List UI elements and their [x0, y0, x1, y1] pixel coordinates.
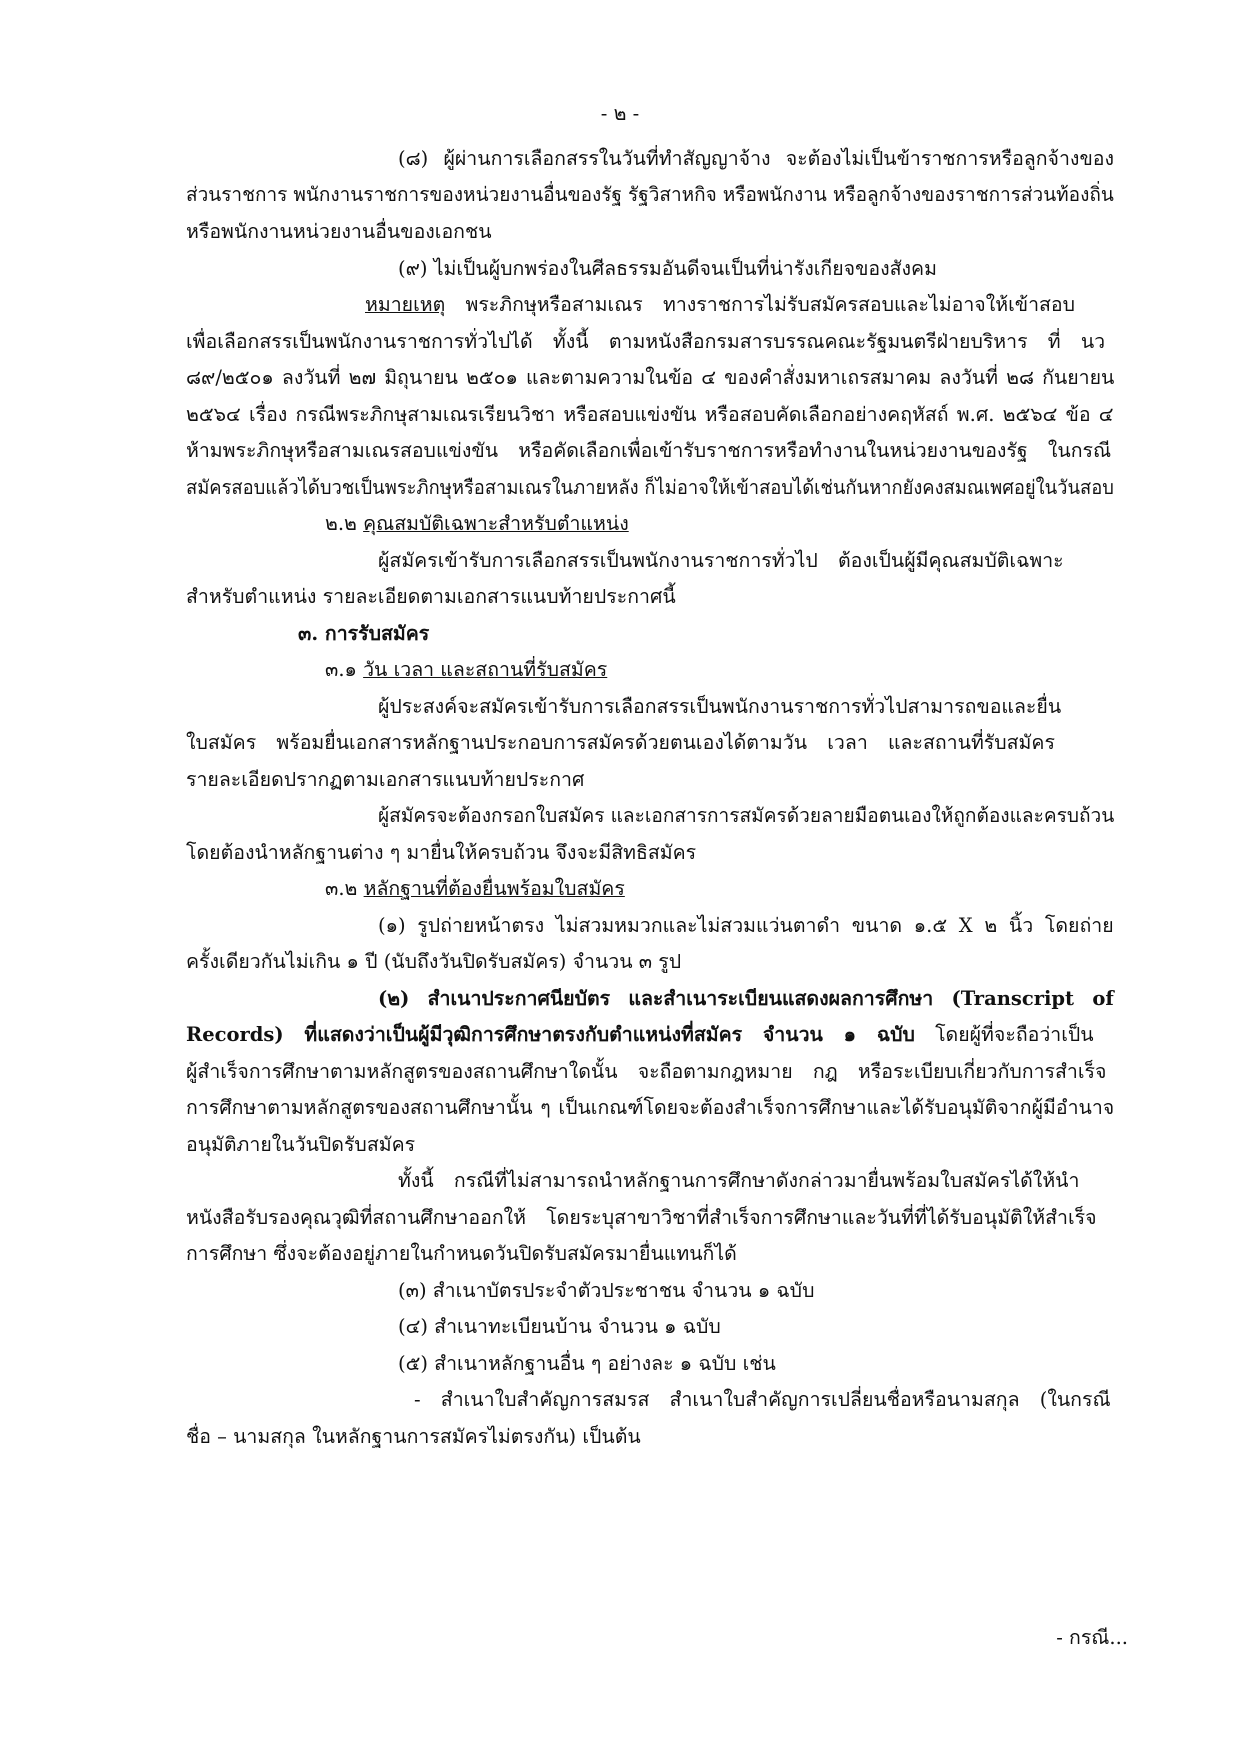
- line-text: - สำเนาใบสำคัญการสมรส สำเนาใบสำคัญการเปลี่ยนชื่อหรือนามสกุล (ในกรณี: [414, 1388, 1111, 1411]
- underlined-heading-text: คุณสมบัติเฉพาะสำหรับตำแหน่ง: [363, 512, 629, 535]
- line-text: การศึกษา ซึ่งจะต้องอยู่ภายในกำหนดวันปิดรับสมัครมายื่นแทนก็ได้: [186, 1242, 737, 1265]
- text-line: [365, 291, 1075, 319]
- text-line: [186, 474, 1114, 502]
- text-line: [186, 181, 1114, 209]
- text-line: [398, 1350, 776, 1378]
- line-text: ผู้สมัครเข้ารับการเลือกสรรเป็นพนักงานราชการทั่วไป ต้องเป็นผู้มีคุณสมบัติเฉพาะ: [378, 549, 1064, 572]
- line-text: (๑) รูปถ่ายหน้าตรง ไม่สวมหมวกและไม่สวมแว่นตาดำ ขนาด ๑.๕ X ๒ นิ้ว โดยถ่าย: [378, 914, 1114, 937]
- text-line: [186, 1058, 1106, 1086]
- line-text: ผู้สำเร็จการศึกษาตามหลักสูตรของสถานศึกษาใดนั้น จะถือตามกฎหมาย กฎ หรือระเบียบเกี่ยวกับการสำเร็จ: [186, 1060, 1107, 1083]
- text-line: [325, 510, 629, 538]
- line-text: (๔) สำเนาทะเบียนบ้าน จำนวน ๑ ฉบับ: [398, 1315, 721, 1338]
- text-line: [398, 1277, 814, 1305]
- bold-text: ๓. การรับสมัคร: [298, 622, 430, 645]
- text-line: [378, 802, 1114, 830]
- line-text: ๘๙/๒๕๐๑ ลงวันที่ ๒๗ มิถุนายน ๒๕๐๑ และตามความในข้อ ๔ ของคำสั่งมหาเถรสมาคม ลงวันที่ ๒๘ กันยายน: [186, 366, 1115, 389]
- bold-text: (๒) สำเนาประกาศนียบัตร และสำเนาระเบียนแสดงผลการศึกษา (Transcript of: [378, 987, 1114, 1010]
- line-text: เพื่อเลือกสรรเป็นพนักงานราชการทั่วไปได้ ทั้งนี้ ตามหนังสือกรมสารบรรณคณะรัฐมนตรีฝ่ายบริหาร ที่ นว: [186, 330, 1106, 353]
- underlined-heading-text: หลักฐานที่ต้องยื่นพร้อมใบสมัคร: [363, 877, 625, 900]
- text-line: [186, 839, 696, 867]
- line-text: ๓.๒: [325, 877, 364, 900]
- text-line: [298, 620, 429, 648]
- text-line: [186, 328, 1105, 356]
- text-line: [186, 1094, 1114, 1122]
- text-line: [186, 583, 676, 611]
- line-text: ใบสมัคร พร้อมยื่นเอกสารหลักฐานประกอบการสมัครด้วยตนเองได้ตามวัน เวลา และสถานที่รับสมัคร: [186, 731, 1055, 754]
- text-line: [414, 1386, 1111, 1414]
- line-text: พระภิกษุหรือสามเณร ทางราชการไม่รับสมัครสอบและไม่อาจให้เข้าสอบ: [445, 293, 1076, 316]
- line-text: (๘) ผู้ผ่านการเลือกสรรในวันที่ทำสัญญาจ้าง จะต้องไม่เป็นข้าราชการหรือลูกจ้างของ: [398, 147, 1115, 170]
- text-line: [398, 145, 1114, 173]
- line-text: ผู้ประสงค์จะสมัครเข้ารับการเลือกสรรเป็นพนักงานราชการทั่วไปสามารถขอและยื่น: [378, 695, 1062, 718]
- line-text: หรือพนักงานหน่วยงานอื่นของเอกชน: [186, 220, 492, 243]
- text-line: [325, 875, 625, 903]
- text-line: [186, 1423, 641, 1451]
- line-text: ครั้งเดียวกันไม่เกิน ๑ ปี (นับถึงวันปิดรับสมัคร) จำนวน ๓ รูป: [186, 950, 682, 973]
- text-line: [186, 401, 1114, 429]
- line-text: ชื่อ – นามสกุล ในหลักฐานการสมัครไม่ตรงกัน) เป็นต้น: [186, 1425, 641, 1448]
- line-text: อนุมัติภายในวันปิดรับสมัคร: [186, 1133, 416, 1156]
- line-text: รายละเอียดปรากฏตามเอกสารแนบท้ายประกาศ: [186, 768, 585, 791]
- line-text: ๓.๑: [325, 658, 364, 681]
- line-text: ห้ามพระภิกษุหรือสามเณรสอบแข่งขัน หรือคัดเลือกเพื่อเข้ารับราชการหรือทำงานในหน่วยงานของรัฐ ในกรณี: [186, 439, 1112, 462]
- line-text: ส่วนราชการ พนักงานราชการของหน่วยงานอื่นของรัฐ รัฐวิสาหกิจ หรือพนักงาน หรือลูกจ้างของราชการส่วนท้องถิ่น: [186, 183, 1114, 206]
- line-text: ๒.๒: [325, 512, 364, 535]
- line-text: โดยผู้ที่จะถือว่าเป็น: [914, 1023, 1094, 1046]
- line-text: (๓) สำเนาบัตรประจำตัวประชาชน จำนวน ๑ ฉบับ: [398, 1279, 815, 1302]
- text-line: [186, 1131, 415, 1159]
- text-line: [378, 985, 1114, 1013]
- line-text: การศึกษาตามหลักสูตรของสถานศึกษานั้น ๆ เป็นเกณฑ์โดยจะต้องสำเร็จการศึกษาและได้รับอนุมัติจากผู้มีอำนาจ: [186, 1096, 1115, 1119]
- bold-text: Records) ที่แสดงว่าเป็นผู้มีวุฒิการศึกษาตรงกับตำแหน่งที่สมัคร จำนวน ๑ ฉบับ: [186, 1023, 915, 1046]
- line-text: สำหรับตำแหน่ง รายละเอียดตามเอกสารแนบท้ายประกาศนี้: [186, 585, 676, 608]
- text-line: [186, 1240, 737, 1268]
- page-number: - ๒ -: [600, 102, 640, 125]
- line-text: ทั้งนี้ กรณีที่ไม่สามารถนำหลักฐานการศึกษาดังกล่าวมายื่นพร้อมใบสมัครได้ให้นำ: [398, 1169, 1080, 1192]
- text-line: [378, 693, 1061, 721]
- underlined-heading-text: วัน เวลา และสถานที่รับสมัคร: [363, 658, 608, 681]
- text-line: [186, 1021, 1094, 1049]
- line-text: สมัครสอบแล้วได้บวชเป็นพระภิกษุหรือสามเณรในภายหลัง ก็ไม่อาจให้เข้าสอบได้เช่นกันหากยังคงสมณเพศอยู่ในวันสอบ: [186, 476, 1114, 499]
- text-line: [186, 1204, 1097, 1232]
- text-line: [186, 729, 1055, 757]
- text-line: [398, 255, 937, 283]
- line-text: (๕) สำเนาหลักฐานอื่น ๆ อย่างละ ๑ ฉบับ เช่น: [398, 1352, 776, 1375]
- underlined-heading-text: หมายเหตุ: [365, 293, 446, 316]
- line-text: ผู้สมัครจะต้องกรอกใบสมัคร และเอกสารการสมัครด้วยลายมือตนเองให้ถูกต้องและครบถ้วน: [378, 804, 1115, 827]
- text-line: [325, 656, 607, 684]
- line-text: ๒๕๖๔ เรื่อง กรณีพระภิกษุสามเณรเรียนวิชา หรือสอบแข่งขัน หรือสอบคัดเลือกอย่างคฤหัสถ์ พ.ศ. ๒๕๖๔ ข้อ ๔: [186, 403, 1114, 426]
- line-text: (๙) ไม่เป็นผู้บกพร่องในศีลธรรมอันดีจนเป็นที่น่ารังเกียจของสังคม: [398, 257, 937, 280]
- continuation-text: - กรณี...: [1056, 1626, 1128, 1649]
- line-text: หนังสือรับรองคุณวุฒิที่สถานศึกษาออกให้ โดยระบุสาขาวิชาที่สำเร็จการศึกษาและวันที่ที่ได้รับอนุมัติให้สำเร็จ: [186, 1206, 1097, 1229]
- text-line: [378, 912, 1114, 940]
- text-line: [378, 547, 1064, 575]
- text-line: [186, 766, 584, 794]
- text-line: [398, 1167, 1079, 1195]
- text-line: [186, 364, 1114, 392]
- text-line: [186, 948, 681, 976]
- line-text: โดยต้องนำหลักฐานต่าง ๆ มายื่นให้ครบถ้วน จึงจะมีสิทธิสมัคร: [186, 841, 697, 864]
- text-line: [186, 218, 492, 246]
- text-line: [398, 1313, 721, 1341]
- text-line: [186, 437, 1111, 465]
